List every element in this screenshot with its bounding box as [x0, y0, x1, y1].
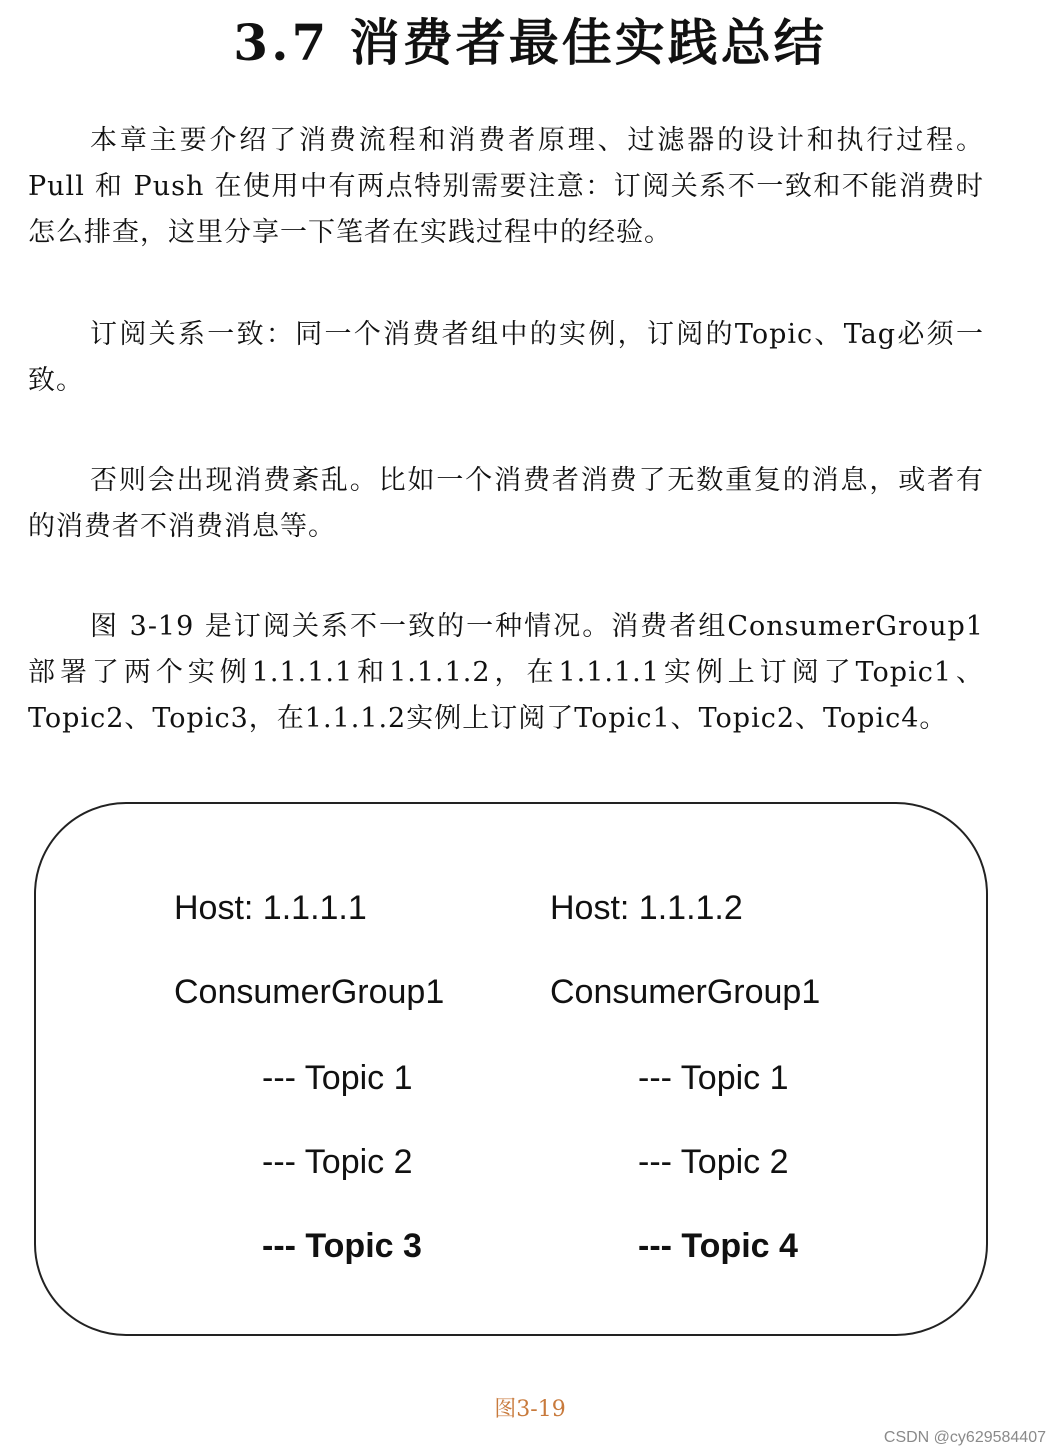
right-topic-2: --- Topic 2	[638, 1143, 789, 1181]
paragraph-subscription-consistency: 订阅关系一致：同一个消费者组中的实例，订阅的Topic、Tag必须一致。	[28, 319, 984, 396]
right-host-label: Host: 1.1.1.2	[550, 889, 743, 927]
left-topic-1: --- Topic 1	[262, 1059, 413, 1097]
right-topic-4: --- Topic 4	[638, 1227, 798, 1265]
left-consumer-group-label: ConsumerGroup1	[174, 973, 445, 1011]
paragraph-consumption-chaos: 否则会出现消费紊乱。比如一个消费者消费了无数重复的消息，或者有的消费者不消费消息等。	[28, 465, 984, 542]
figure-3-19-diagram	[34, 802, 988, 1336]
left-topic-2: --- Topic 2	[262, 1143, 413, 1181]
left-host-label: Host: 1.1.1.1	[174, 889, 367, 927]
figure-caption: 图3-19	[494, 1397, 566, 1422]
paragraph-intro: 本章主要介绍了消费流程和消费者原理、过滤器的设计和执行过程。Pull 和 Push 在使用中有两点特别需要注意：订阅关系不一致和不能消费时怎么排查，这里分享一下笔者在实践过程中的经验。	[28, 125, 984, 248]
right-consumer-group-label: ConsumerGroup1	[550, 973, 821, 1011]
right-topic-1: --- Topic 1	[638, 1059, 789, 1097]
section-title: 3.7 消费者最佳实践总结	[233, 13, 827, 72]
csdn-watermark: CSDN @cy629584407	[883, 1429, 1046, 1446]
paragraph-figure-description: 图 3-19 是订阅关系不一致的一种情况。消费者组ConsumerGroup1 部署了两个实例1.1.1.1和1.1.1.2，在1.1.1.1实例上订阅了Topic1、Topic2、Topic3，在1.1.1.2实例上订阅了Topic1、Topic2、Topic4。	[28, 611, 984, 734]
left-topic-3: --- Topic 3	[262, 1227, 422, 1265]
